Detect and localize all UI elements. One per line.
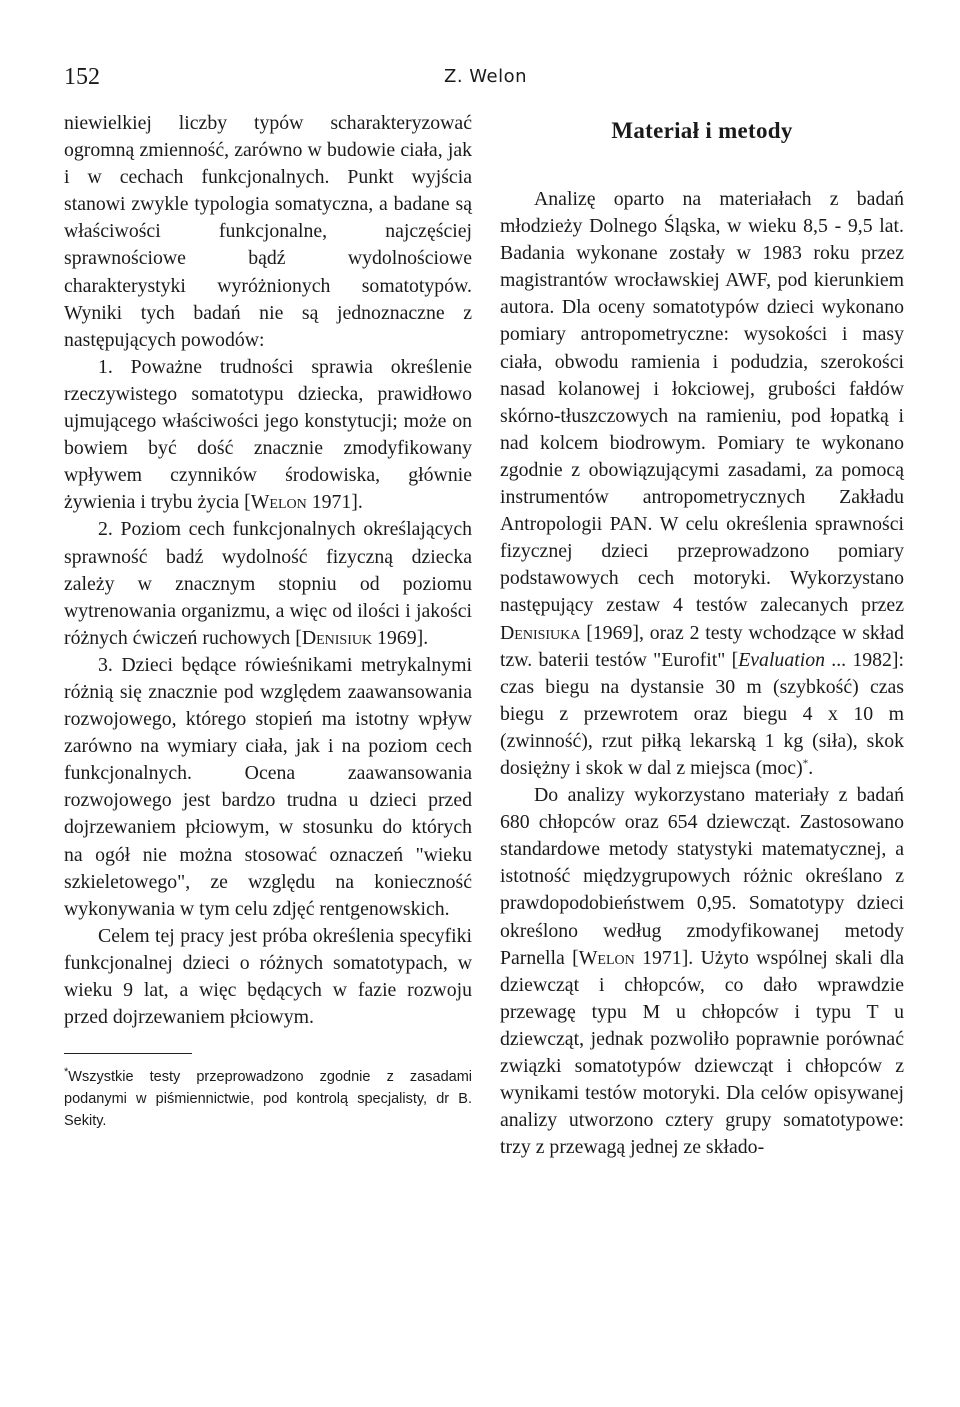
paragraph: 3. Dzieci będące rówieśnikami metrykalnymi różnią się znacznie pod względem zaawansowania rozwojowego, którego stopień ma istotny wpływ zarówno na wymiary ciała, jak i na poziom cech funkcjonalnych. Ocena zaawansowania rozwojowego jest bardzo trudna u dzieci przed dojrzewaniem płciowym, w stosunku do których na ogół nie można stosować oznaczeń "wieku szkieletowego", ze względu na konieczność wykonywania w tym celu zdjęć rentgenowskich.	[64, 653, 472, 920]
footnote: *Wszystkie testy przeprowadzono zgodnie z zasadami podanymi w piśmiennictwie, pod kontrolą specjalisty, dr B. Sekity.	[64, 1066, 472, 1130]
citation: Evaluation	[738, 648, 825, 671]
right-column	[500, 110, 904, 1161]
footnote-mark: *	[802, 757, 809, 770]
paragraph: 1. Poważne trudności sprawia określenie rzeczywistego somatotypu dziecka, prawidłowo ujmującego właściwości jego konstytucji; może on bowiem być dość znacznie zmodyfikowany wpływem czynników środowiska, głównie żywienia i trybu życia [Welon 1971].	[64, 355, 472, 514]
citation: Welon	[250, 491, 307, 514]
paragraph: Do analizy wykorzystano materiały z badań 680 chłopców oraz 654 dziewcząt. Zastosowano standardowe metody statystyki matematycznej, a istotność międzygrupowych różnic określano z prawdopodobieństwem 0,95. Somatotypy dzieci określono według zmodyfikowanej metody Parnella [Welon 1971]. Użyto wspólnej skali dla dziewcząt i chłopców, co dało wprawdzie przewagę typu M u chłopców i typu T u dziewcząt, jednak pozwoliło poprawnie porównać związki somatotypów dziewcząt i chłopców z wynikami testów motoryki. Dla celów opisywanej analizy utworzono cztery grupy somatotypowe: trzy z przewagą jednej ze składo-	[500, 784, 904, 1159]
section-title: Materiał i metody	[611, 118, 793, 143]
footnote-divider	[64, 1053, 192, 1054]
running-head: Z. Welon	[444, 66, 528, 87]
paragraph: Analizę oparto na materiałach z badań młodzieży Dolnego Śląska, w wieku 8,5 - 9,5 lat. Badania wykonane zostały w 1983 roku przez magistrantów wrocławskiej AWF, pod kierunkiem autora. Dla oceny somatotypów dzieci wykonano pomiary antropometryczne: wysokości i masy ciała, obwodu ramienia i podudzia, szerokości nasad kolanowej i łokciowej, grubości fałdów skórno-tłuszczowych na ramieniu, pod łopatką i nad kolcem biodrowym. Pomiary te wykonano zgodnie z obowiązującymi zasadami, za pomocą instrumentów antropometrycznych Zakładu Antropologii PAN. W celu określenia sprawności fizycznej dzieci przeprowadzono pomiary podstawowych cech motoryki. Wykorzystano następujący zestaw 4 testów zalecanych przez Denisiuka [1969], oraz 2 testy wchodzące w skład tzw. baterii testów "Eurofit" [Evaluation ... 1982]: czas biegu na dystansie 30 m (szybkość) czas biegu z przewrotem oraz biegu 4 x 10 m (zwinność), rzut piłką lekarską 1 kg (siła), skok dosiężny i skok w dal z miejsca (moc)*.	[500, 188, 904, 779]
paragraph: niewielkiej liczby typów scharakteryzować ogromną zmienność, zarówno w budowie ciała, jak i w cechach funkcjonalnych. Punkt wyjścia stanowi zwykle typologia somatyczna, a badane są właściwości funkcjonalne, najczęściej sprawnościowe bądź wydolnościowe charakterystyki wyróżnionych somatotypów. Wyniki tych badań nie są jednoznaczne z następujących powodów:	[64, 112, 472, 351]
paragraph: 2. Poziom cech funkcjonalnych określających sprawność badź wydolność fizyczną dziecka zależy w znacznym stopniu od poziomu wytrenowania organizmu, a więc od ilości i jakości różnych ćwiczeń ruchowych [Denisiuk 1969].	[64, 518, 472, 649]
left-column	[64, 110, 472, 1132]
page-number: 152	[64, 64, 100, 90]
citation: Welon	[578, 946, 635, 969]
footnote-mark: *	[64, 1066, 69, 1079]
page-header	[0, 64, 960, 100]
paragraph: Celem tej pracy jest próba określenia specyfiki funkcjonalnej dzieci o różnych somatotypach, w wieku 9 lat, a więc będących w fazie rozwoju przed dojrzewaniem płciowym.	[64, 924, 472, 1029]
citation: Denisiuka	[500, 621, 581, 644]
citation: Denisiuk	[301, 626, 373, 649]
